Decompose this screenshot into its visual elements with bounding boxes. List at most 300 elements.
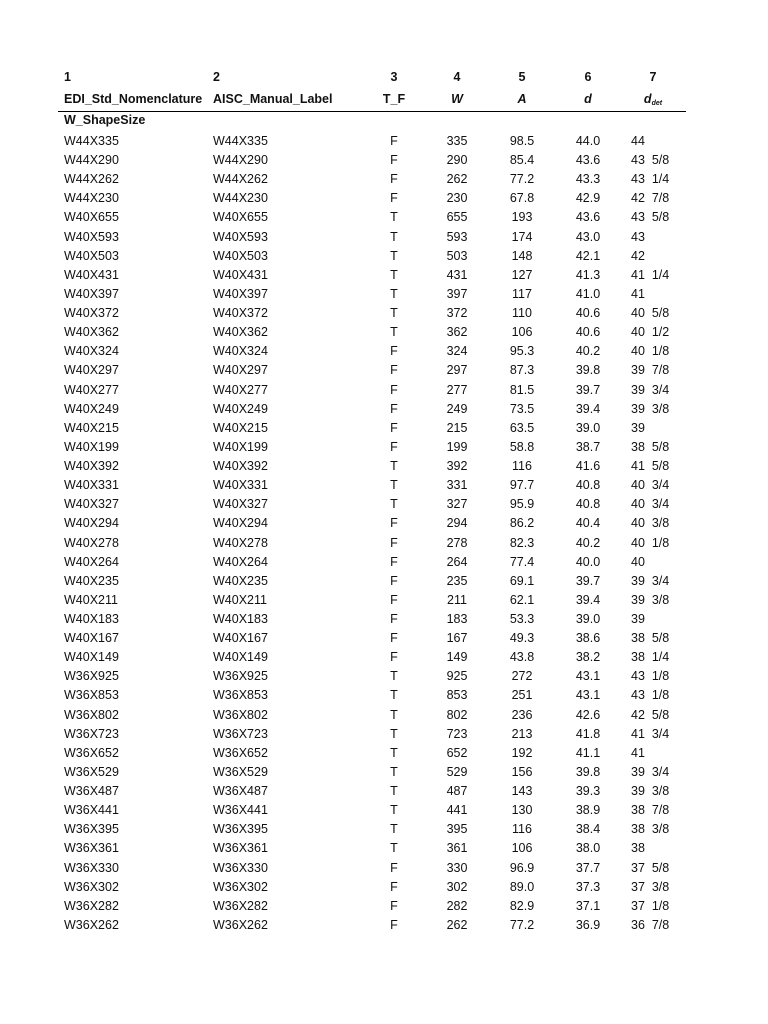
w-cell: 230 bbox=[446, 191, 468, 206]
d-cell: 39.4 bbox=[575, 592, 601, 607]
edi-nomenclature-cell: W40X372 bbox=[64, 306, 119, 321]
edi-nomenclature-cell: W40X593 bbox=[64, 229, 119, 244]
table-row bbox=[0, 763, 768, 782]
d-cell: 40.8 bbox=[575, 497, 601, 512]
table-row bbox=[0, 534, 768, 553]
t-f-cell: T bbox=[390, 669, 398, 684]
t-f-cell: F bbox=[390, 612, 398, 626]
table-row bbox=[0, 228, 768, 247]
w-cell: 262 bbox=[446, 917, 468, 932]
aisc-label-cell: W44X290 bbox=[213, 153, 268, 168]
d-cell: 39.7 bbox=[575, 573, 601, 588]
w-cell: 183 bbox=[446, 612, 468, 626]
d-det-cell: 38 3/8 bbox=[631, 822, 670, 837]
d-cell: 39.0 bbox=[575, 612, 601, 626]
edi-nomenclature-cell: W36X802 bbox=[64, 707, 119, 722]
t-f-cell: F bbox=[390, 172, 398, 187]
edi-nomenclature-cell: W36X330 bbox=[64, 860, 119, 875]
table-row bbox=[0, 916, 768, 935]
table-row bbox=[0, 342, 768, 361]
table-row bbox=[0, 438, 768, 457]
w-cell: 395 bbox=[446, 822, 468, 837]
column-number-1: 1 bbox=[64, 70, 71, 84]
t-f-cell: T bbox=[390, 306, 398, 321]
a-cell: 106 bbox=[511, 841, 533, 856]
edi-nomenclature-cell: W44X230 bbox=[64, 191, 119, 206]
header-a: A bbox=[517, 92, 527, 106]
a-cell: 77.4 bbox=[509, 554, 535, 569]
edi-nomenclature-cell: W40X249 bbox=[64, 401, 119, 416]
edi-nomenclature-cell: W40X183 bbox=[64, 612, 119, 626]
a-cell: 49.3 bbox=[509, 631, 535, 646]
aisc-label-cell: W36X330 bbox=[213, 860, 268, 875]
a-cell: 53.3 bbox=[509, 612, 535, 626]
aisc-label-cell: W36X652 bbox=[213, 745, 268, 760]
t-f-cell: F bbox=[390, 363, 398, 378]
aisc-label-cell: W40X211 bbox=[213, 592, 267, 607]
w-cell: 294 bbox=[446, 516, 468, 531]
aisc-label-cell: W40X167 bbox=[213, 631, 268, 646]
d-cell: 41.1 bbox=[575, 745, 601, 760]
a-cell: 130 bbox=[511, 803, 533, 818]
edi-nomenclature-cell: W36X282 bbox=[64, 898, 119, 913]
table-row bbox=[0, 744, 768, 763]
d-cell: 41.8 bbox=[575, 726, 601, 741]
table-row bbox=[0, 476, 768, 495]
a-cell: 67.8 bbox=[509, 191, 535, 206]
d-cell: 39.8 bbox=[575, 363, 601, 378]
edi-nomenclature-cell: W36X853 bbox=[64, 688, 119, 703]
aisc-label-cell: W40X593 bbox=[213, 229, 268, 244]
a-cell: 77.2 bbox=[509, 917, 535, 932]
d-det-cell: 44 bbox=[631, 134, 645, 148]
a-cell: 58.8 bbox=[509, 439, 535, 454]
table-row bbox=[0, 247, 768, 266]
section-title-row bbox=[0, 111, 768, 130]
aisc-label-cell: W36X529 bbox=[213, 764, 268, 779]
edi-nomenclature-cell: W44X262 bbox=[64, 172, 119, 187]
edi-nomenclature-cell: W40X211 bbox=[64, 592, 118, 607]
w-cell: 277 bbox=[446, 382, 468, 397]
d-det-cell: 40 3/4 bbox=[631, 478, 670, 493]
t-f-cell: F bbox=[390, 439, 398, 454]
d-det-cell: 42 bbox=[631, 248, 645, 263]
table-row bbox=[0, 266, 768, 285]
w-cell: 149 bbox=[446, 650, 468, 665]
header-d-det bbox=[623, 90, 683, 111]
a-cell: 82.3 bbox=[509, 535, 535, 550]
t-f-cell: F bbox=[390, 860, 398, 875]
column-header-row bbox=[0, 90, 768, 109]
w-cell: 282 bbox=[446, 898, 468, 913]
aisc-label-cell: W40X294 bbox=[213, 516, 268, 531]
aisc-label-cell: W44X335 bbox=[213, 134, 268, 148]
aisc-label-cell: W40X431 bbox=[213, 267, 268, 282]
aisc-label-cell: W40X655 bbox=[213, 210, 268, 225]
d-det-cell: 38 5/8 bbox=[631, 439, 670, 454]
w-cell: 297 bbox=[446, 363, 468, 378]
table-row bbox=[0, 820, 768, 839]
w-cell: 372 bbox=[446, 306, 468, 321]
t-f-cell: T bbox=[390, 229, 398, 244]
t-f-cell: T bbox=[390, 726, 398, 741]
t-f-cell: F bbox=[390, 535, 398, 550]
aisc-label-cell: W40X331 bbox=[213, 478, 268, 493]
a-cell: 127 bbox=[511, 267, 533, 282]
w-cell: 278 bbox=[446, 535, 468, 550]
d-det-cell: 40 3/8 bbox=[631, 516, 670, 531]
table-row bbox=[0, 151, 768, 170]
edi-nomenclature-cell: W40X264 bbox=[64, 554, 119, 569]
edi-nomenclature-cell: W40X431 bbox=[64, 267, 119, 282]
d-det-cell: 39 bbox=[631, 612, 645, 626]
w-cell: 593 bbox=[446, 229, 468, 244]
table-row bbox=[0, 782, 768, 801]
d-det-cell: 38 1/4 bbox=[631, 650, 670, 665]
w-cell: 431 bbox=[446, 267, 468, 282]
header-w: W bbox=[451, 92, 463, 106]
aisc-label-cell: W40X397 bbox=[213, 286, 268, 301]
t-f-cell: T bbox=[390, 478, 398, 493]
d-cell: 40.2 bbox=[575, 344, 601, 359]
t-f-cell: F bbox=[390, 134, 398, 148]
d-det-cell: 40 5/8 bbox=[631, 306, 670, 321]
a-cell: 116 bbox=[512, 822, 532, 837]
table-row bbox=[0, 878, 768, 897]
w-cell: 335 bbox=[446, 134, 468, 148]
header-d: d bbox=[584, 92, 592, 106]
d-cell: 40.0 bbox=[575, 554, 601, 569]
aisc-label-cell: W40X503 bbox=[213, 248, 268, 263]
header-edi-std-nomenclature: EDI_Std_Nomenclature bbox=[64, 92, 203, 106]
d-det-cell: 39 bbox=[631, 420, 645, 435]
w-cell: 503 bbox=[446, 248, 468, 263]
table-row bbox=[0, 629, 768, 648]
d-det-cell: 40 1/8 bbox=[631, 535, 670, 550]
column-number-row bbox=[0, 68, 768, 87]
table-row bbox=[0, 725, 768, 744]
table-row bbox=[0, 839, 768, 858]
t-f-cell: F bbox=[390, 420, 398, 435]
table-row bbox=[0, 361, 768, 380]
d-det-cell: 36 7/8 bbox=[631, 917, 670, 932]
edi-nomenclature-cell: W40X277 bbox=[64, 382, 119, 397]
edi-nomenclature-cell: W36X361 bbox=[64, 841, 119, 856]
d-cell: 40.6 bbox=[575, 306, 601, 321]
d-det-cell: 39 3/8 bbox=[631, 784, 670, 799]
d-cell: 43.0 bbox=[575, 229, 601, 244]
w-cell: 802 bbox=[446, 707, 468, 722]
a-cell: 174 bbox=[511, 229, 533, 244]
a-cell: 96.9 bbox=[509, 860, 535, 875]
column-number-3: 3 bbox=[390, 70, 398, 84]
w-cell: 249 bbox=[446, 401, 468, 416]
a-cell: 148 bbox=[511, 248, 533, 263]
aisc-label-cell: W44X262 bbox=[213, 172, 268, 187]
d-cell: 43.6 bbox=[575, 210, 601, 225]
a-cell: 73.5 bbox=[509, 401, 535, 416]
d-det-cell: 41 1/4 bbox=[631, 267, 670, 282]
a-cell: 89.0 bbox=[509, 879, 535, 894]
table-row bbox=[0, 706, 768, 725]
d-cell: 42.6 bbox=[575, 707, 601, 722]
aisc-label-cell: W36X395 bbox=[213, 822, 268, 837]
w-cell: 215 bbox=[446, 420, 468, 435]
a-cell: 193 bbox=[511, 210, 533, 225]
aisc-label-cell: W36X361 bbox=[213, 841, 268, 856]
edi-nomenclature-cell: W40X331 bbox=[64, 478, 119, 493]
table-row bbox=[0, 189, 768, 208]
a-cell: 272 bbox=[511, 669, 533, 684]
edi-nomenclature-cell: W36X262 bbox=[64, 917, 119, 932]
w-cell: 264 bbox=[446, 554, 468, 569]
a-cell: 251 bbox=[511, 688, 533, 703]
d-det-cell: 41 bbox=[631, 745, 645, 760]
t-f-cell: T bbox=[390, 210, 398, 225]
table-row bbox=[0, 572, 768, 591]
d-cell: 43.1 bbox=[575, 669, 601, 684]
w-cell: 392 bbox=[446, 459, 468, 474]
aisc-label-cell: W40X215 bbox=[213, 420, 268, 435]
aisc-label-cell: W40X372 bbox=[213, 306, 268, 321]
w-cell: 361 bbox=[446, 841, 468, 856]
t-f-cell: F bbox=[390, 344, 398, 359]
table-row bbox=[0, 667, 768, 686]
aisc-label-cell: W40X264 bbox=[213, 554, 268, 569]
t-f-cell: F bbox=[390, 650, 398, 665]
d-cell: 43.3 bbox=[575, 172, 601, 187]
t-f-cell: T bbox=[390, 248, 398, 263]
edi-nomenclature-cell: W40X278 bbox=[64, 535, 119, 550]
w-cell: 362 bbox=[446, 325, 468, 340]
d-cell: 40.6 bbox=[575, 325, 601, 340]
w-cell: 199 bbox=[446, 439, 468, 454]
a-cell: 236 bbox=[511, 707, 533, 722]
w-cell: 397 bbox=[446, 286, 468, 301]
w-cell: 211 bbox=[447, 592, 467, 607]
table-row bbox=[0, 208, 768, 227]
d-cell: 37.1 bbox=[575, 898, 601, 913]
w-cell: 655 bbox=[446, 210, 468, 225]
table-row bbox=[0, 170, 768, 189]
d-cell: 40.4 bbox=[575, 516, 601, 531]
edi-nomenclature-cell: W40X503 bbox=[64, 248, 119, 263]
aisc-label-cell: W36X262 bbox=[213, 917, 268, 932]
d-det-cell: 37 5/8 bbox=[631, 860, 670, 875]
d-det-cell: 40 3/4 bbox=[631, 497, 670, 512]
w-cell: 302 bbox=[446, 879, 468, 894]
column-number-6: 6 bbox=[584, 70, 592, 84]
a-cell: 82.9 bbox=[509, 898, 535, 913]
edi-nomenclature-cell: W36X302 bbox=[64, 879, 119, 894]
d-det-cell: 40 1/8 bbox=[631, 344, 670, 359]
table-row bbox=[0, 897, 768, 916]
d-det-cell: 41 bbox=[631, 286, 645, 301]
a-cell: 63.5 bbox=[509, 420, 535, 435]
a-cell: 95.3 bbox=[509, 344, 535, 359]
d-cell: 42.1 bbox=[575, 248, 601, 263]
table-row bbox=[0, 801, 768, 820]
a-cell: 81.5 bbox=[509, 382, 535, 397]
t-f-cell: F bbox=[390, 516, 398, 531]
d-det-cell: 38 bbox=[631, 841, 645, 856]
edi-nomenclature-cell: W40X215 bbox=[64, 420, 119, 435]
table-row bbox=[0, 686, 768, 705]
edi-nomenclature-cell: W36X395 bbox=[64, 822, 119, 837]
table-row bbox=[0, 514, 768, 533]
w-cell: 290 bbox=[446, 153, 468, 168]
d-cell: 39.8 bbox=[575, 764, 601, 779]
d-cell: 42.9 bbox=[575, 191, 601, 206]
column-number-5: 5 bbox=[518, 70, 526, 84]
column-number-4: 4 bbox=[453, 70, 461, 84]
header-aisc-manual-label: AISC_Manual_Label bbox=[213, 92, 333, 106]
edi-nomenclature-cell: W40X297 bbox=[64, 363, 119, 378]
table-row bbox=[0, 610, 768, 629]
d-det-cell: 43 5/8 bbox=[631, 153, 670, 168]
d-det-cell: 38 5/8 bbox=[631, 631, 670, 646]
d-cell: 37.7 bbox=[575, 860, 601, 875]
t-f-cell: T bbox=[390, 745, 398, 760]
w-cell: 441 bbox=[446, 803, 468, 818]
w-cell: 925 bbox=[446, 669, 468, 684]
a-cell: 77.2 bbox=[509, 172, 535, 187]
d-det-cell: 40 bbox=[631, 554, 645, 569]
table-row bbox=[0, 648, 768, 667]
d-cell: 37.3 bbox=[575, 879, 601, 894]
w-cell: 235 bbox=[446, 573, 468, 588]
d-cell: 40.2 bbox=[575, 535, 601, 550]
w-cell: 652 bbox=[446, 745, 468, 760]
t-f-cell: T bbox=[390, 325, 398, 340]
d-det-cell: 42 7/8 bbox=[631, 191, 670, 206]
d-det-cell: 39 3/4 bbox=[631, 573, 670, 588]
aisc-label-cell: W40X362 bbox=[213, 325, 268, 340]
table-row bbox=[0, 419, 768, 438]
t-f-cell: F bbox=[390, 382, 398, 397]
aisc-label-cell: W36X441 bbox=[213, 803, 268, 818]
a-cell: 86.2 bbox=[509, 516, 535, 531]
d-det-cell: 42 5/8 bbox=[631, 707, 670, 722]
edi-nomenclature-cell: W36X723 bbox=[64, 726, 119, 741]
aisc-label-cell: W36X282 bbox=[213, 898, 268, 913]
t-f-cell: T bbox=[390, 688, 398, 703]
edi-nomenclature-cell: W44X335 bbox=[64, 134, 119, 148]
d-det-cell: 41 3/4 bbox=[631, 726, 670, 741]
aisc-label-cell: W40X277 bbox=[213, 382, 268, 397]
a-cell: 106 bbox=[511, 325, 533, 340]
d-cell: 38.7 bbox=[575, 439, 601, 454]
w-cell: 487 bbox=[446, 784, 468, 799]
t-f-cell: F bbox=[390, 879, 398, 894]
a-cell: 156 bbox=[511, 764, 533, 779]
aisc-label-cell: W40X235 bbox=[213, 573, 268, 588]
edi-nomenclature-cell: W40X327 bbox=[64, 497, 119, 512]
table-row bbox=[0, 553, 768, 572]
d-cell: 36.9 bbox=[575, 917, 601, 932]
header-d-det-main: d bbox=[643, 92, 652, 106]
d-cell: 39.3 bbox=[575, 784, 601, 799]
edi-nomenclature-cell: W36X487 bbox=[64, 784, 119, 799]
table-row bbox=[0, 859, 768, 878]
t-f-cell: F bbox=[390, 898, 398, 913]
d-cell: 43.1 bbox=[575, 688, 601, 703]
d-cell: 38.9 bbox=[575, 803, 601, 818]
table-row bbox=[0, 323, 768, 342]
edi-nomenclature-cell: W36X441 bbox=[64, 803, 119, 818]
d-cell: 41.6 bbox=[575, 459, 601, 474]
a-cell: 192 bbox=[511, 745, 533, 760]
d-cell: 39.4 bbox=[575, 401, 601, 416]
d-det-cell: 43 1/8 bbox=[631, 688, 670, 703]
aisc-label-cell: W40X297 bbox=[213, 363, 268, 378]
table-row bbox=[0, 285, 768, 304]
a-cell: 97.7 bbox=[509, 478, 535, 493]
t-f-cell: T bbox=[390, 286, 398, 301]
d-cell: 39.7 bbox=[575, 382, 601, 397]
edi-nomenclature-cell: W40X362 bbox=[64, 325, 119, 340]
aisc-label-cell: W36X802 bbox=[213, 707, 268, 722]
d-cell: 40.8 bbox=[575, 478, 601, 493]
d-det-cell: 39 3/8 bbox=[631, 401, 670, 416]
d-det-cell: 37 3/8 bbox=[631, 879, 670, 894]
table-row bbox=[0, 132, 768, 151]
t-f-cell: F bbox=[390, 917, 398, 932]
d-cell: 39.0 bbox=[575, 420, 601, 435]
aisc-label-cell: W36X487 bbox=[213, 784, 268, 799]
header-t-f: T_F bbox=[382, 92, 406, 106]
edi-nomenclature-cell: W36X529 bbox=[64, 764, 119, 779]
t-f-cell: T bbox=[390, 707, 398, 722]
table-row bbox=[0, 400, 768, 419]
d-det-cell: 39 3/4 bbox=[631, 382, 670, 397]
edi-nomenclature-cell: W40X235 bbox=[64, 573, 119, 588]
d-cell: 38.0 bbox=[575, 841, 601, 856]
edi-nomenclature-cell: W40X324 bbox=[64, 344, 119, 359]
aisc-label-cell: W40X327 bbox=[213, 497, 268, 512]
d-cell: 43.6 bbox=[575, 153, 601, 168]
d-cell: 38.2 bbox=[575, 650, 601, 665]
aisc-label-cell: W40X278 bbox=[213, 535, 268, 550]
d-det-cell: 40 1/2 bbox=[631, 325, 670, 340]
d-det-cell: 38 7/8 bbox=[631, 803, 670, 818]
a-cell: 117 bbox=[512, 286, 532, 301]
aisc-label-cell: W40X324 bbox=[213, 344, 268, 359]
edi-nomenclature-cell: W36X652 bbox=[64, 745, 119, 760]
d-cell: 38.4 bbox=[575, 822, 601, 837]
edi-nomenclature-cell: W40X655 bbox=[64, 210, 119, 225]
header-d-det-subscript: det bbox=[651, 100, 663, 107]
table-row bbox=[0, 495, 768, 514]
d-cell: 38.6 bbox=[575, 631, 601, 646]
a-cell: 143 bbox=[511, 784, 533, 799]
w-cell: 529 bbox=[446, 764, 468, 779]
d-det-cell: 41 5/8 bbox=[631, 459, 670, 474]
t-f-cell: F bbox=[390, 153, 398, 168]
d-det-cell: 43 5/8 bbox=[631, 210, 670, 225]
column-number-7: 7 bbox=[649, 70, 657, 84]
edi-nomenclature-cell: W40X167 bbox=[64, 631, 119, 646]
d-det-cell: 43 1/8 bbox=[631, 669, 670, 684]
t-f-cell: F bbox=[390, 592, 398, 607]
t-f-cell: F bbox=[390, 401, 398, 416]
column-number-2: 2 bbox=[213, 70, 220, 84]
w-cell: 723 bbox=[446, 726, 468, 741]
t-f-cell: T bbox=[390, 497, 398, 512]
table-row bbox=[0, 457, 768, 476]
table-row bbox=[0, 591, 768, 610]
aisc-label-cell: W40X199 bbox=[213, 439, 268, 454]
